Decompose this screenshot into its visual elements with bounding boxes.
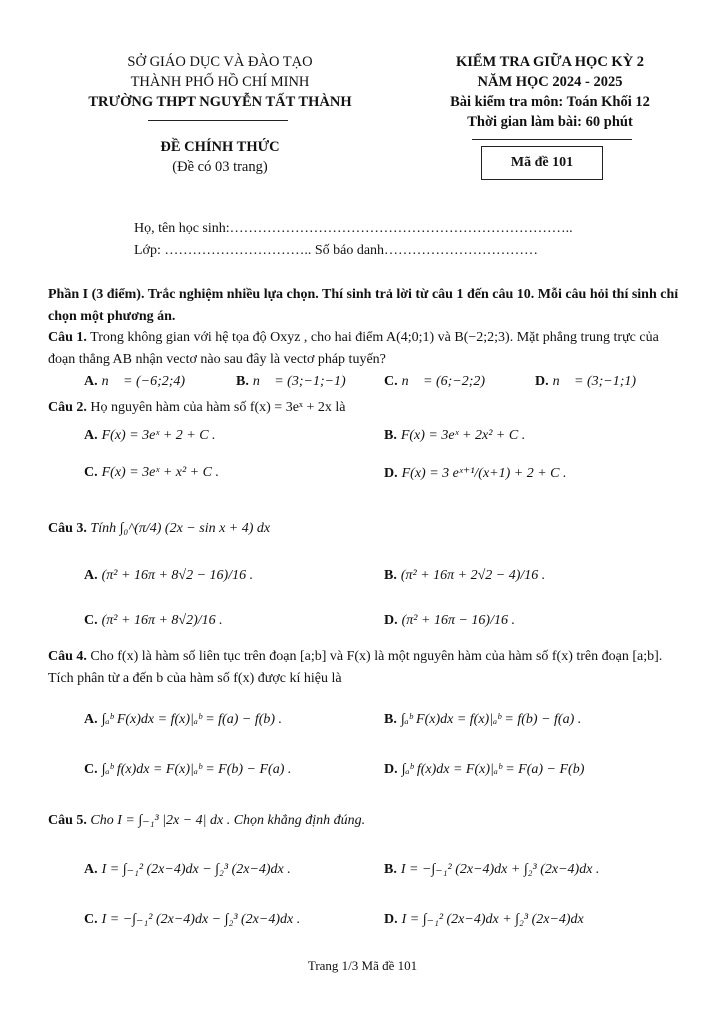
- option-b: B. (π² + 16π + 2√2 − 4)/16 .: [384, 568, 546, 583]
- official-label: ĐỀ CHÍNH THỨC: [160, 139, 280, 155]
- option-d: D. I = ∫₋₁² (2x−4)dx + ∫₂³ (2x−4)dx: [384, 912, 584, 927]
- question-label: Câu 4.: [48, 649, 87, 664]
- option-c: C. F(x) = 3eˣ + x² + C .: [84, 465, 219, 480]
- question-5: [48, 810, 688, 832]
- option-d: D. (π² + 16π − 16)/16 .: [384, 613, 515, 628]
- question-text: Họ nguyên hàm của hàm số f(x) = 3eˣ + 2x là: [90, 400, 346, 415]
- option-b: B. n⃗ = (3;−1;−1): [236, 374, 346, 389]
- option-a: A. (π² + 16π + 8√2 − 16)/16 .: [84, 568, 254, 583]
- option-c: C. ∫ₐᵇ f(x)dx = F(x)|ₐᵇ = F(b) − F(a) .: [84, 762, 292, 777]
- pages-note: (Đề có 03 trang): [172, 159, 268, 175]
- page-footer: Trang 1/3 Mã đề 101: [307, 958, 418, 973]
- question-text: Cho f(x) là hàm số liên tục trên đoạn [a;b] và F(x) là một nguyên hàm của hàm số f(x) trên đoạn [a;b]. Tích phân từ a đến b của hàm số f(x) được kí hiệu là: [48, 649, 663, 686]
- divider: [148, 120, 288, 121]
- header-left: [60, 52, 380, 112]
- option-d: D. F(x) = 3 eˣ⁺¹/(x+1) + 2 + C .: [384, 466, 567, 481]
- exam-code: Mã đề 101: [510, 155, 574, 170]
- question-text: Cho I = ∫₋₁³ |2x − 4| dx . Chọn khẳng định đúng.: [90, 813, 366, 828]
- exam-title: KIỂM TRA GIỮA HỌC KỲ 2: [455, 54, 645, 70]
- option-a: A. n⃗ = (−6;2;4): [84, 374, 186, 389]
- dept-name: SỞ GIÁO DỤC VÀ ĐÀO TẠO: [127, 54, 313, 70]
- question-1: [48, 327, 688, 371]
- option-a: A. ∫ₐᵇ F(x)dx = f(x)|ₐᵇ = f(a) − f(b) .: [84, 712, 283, 727]
- option-b: B. I = −∫₋₁² (2x−4)dx + ∫₂³ (2x−4)dx .: [384, 862, 600, 877]
- question-4: [48, 646, 688, 690]
- exam-code-box: [481, 146, 603, 180]
- question-label: Câu 3.: [48, 521, 87, 536]
- option-d: D. n⃗ = (3;−1;1): [535, 374, 637, 389]
- divider: [472, 139, 632, 140]
- question-2: [48, 397, 688, 419]
- option-d: D. ∫ₐᵇ f(x)dx = F(x)|ₐᵇ = F(a) − F(b): [384, 762, 585, 777]
- option-b: B. F(x) = 3eˣ + 2x² + C .: [384, 428, 526, 443]
- school-name: TRƯỜNG THPT NGUYỄN TẤT THÀNH: [88, 94, 352, 110]
- option-a: A. I = ∫₋₁² (2x−4)dx − ∫₂³ (2x−4)dx .: [84, 862, 291, 877]
- option-b: B. ∫ₐᵇ F(x)dx = f(x)|ₐᵇ = f(b) − f(a) .: [384, 712, 582, 727]
- option-c: C. (π² + 16π + 8√2)/16 .: [84, 613, 223, 628]
- question-label: Câu 5.: [48, 813, 87, 828]
- question-text: Trong không gian với hệ tọa độ Oxyz , cho hai điểm A(4;0;1) và B(−2;2;3). Mặt phẳng trung trực của đoạn thẳng AB nhận vectơ nào sau đây là vectơ pháp tuyến?: [48, 330, 659, 367]
- question-text: Tính ∫₀^(π/4) (2x − sin x + 4) dx: [90, 521, 271, 536]
- option-a: A. F(x) = 3eˣ + 2 + C .: [84, 428, 216, 443]
- school-year: NĂM HỌC 2024 - 2025: [477, 74, 623, 90]
- city-name: THÀNH PHỐ HỒ CHÍ MINH: [130, 74, 310, 90]
- student-name-line: Họ, tên học sinh:………………………………………………………………..: [134, 221, 573, 236]
- option-c: C. I = −∫₋₁² (2x−4)dx − ∫₂³ (2x−4)dx .: [84, 912, 301, 927]
- question-label: Câu 2.: [48, 400, 87, 415]
- option-c: C. n⃗ = (6;−2;2): [384, 374, 486, 389]
- question-label: Câu 1.: [48, 330, 87, 345]
- question-3: [48, 518, 688, 540]
- part1-title: Phần I (3 điểm). Trắc nghiệm nhiều lựa chọn. Thí sinh trả lời từ câu 1 đến câu 10. Mỗi câu hỏi thí sinh chỉ chọn một phương án.: [48, 287, 679, 324]
- duration: Thời gian làm bài: 60 phút: [467, 114, 633, 130]
- subject: Bài kiểm tra môn: Toán Khối 12: [450, 94, 650, 110]
- student-class-line: Lớp: ………………………….. Số báo danh……………………………: [134, 243, 539, 258]
- header-right: [405, 52, 695, 132]
